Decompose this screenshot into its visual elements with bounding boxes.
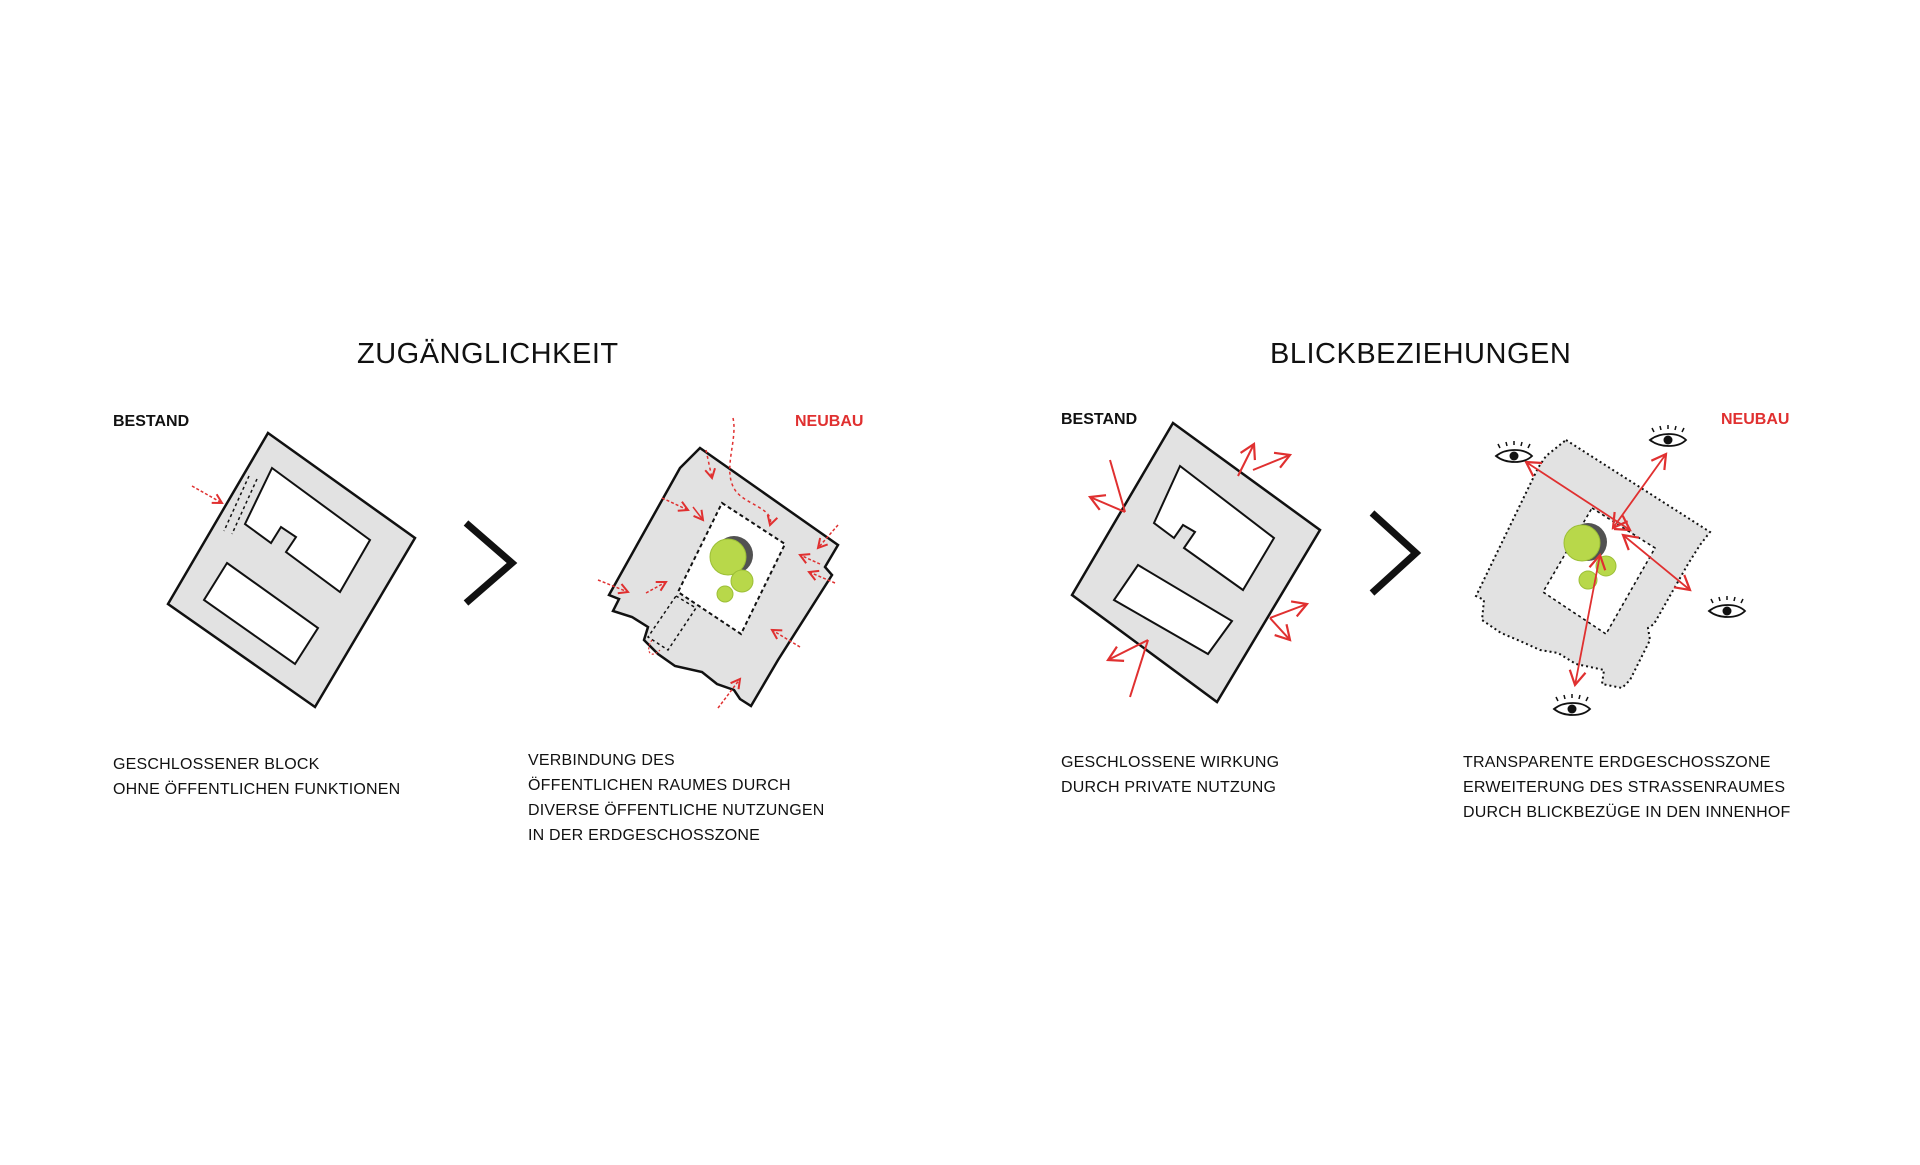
caption-line: ERWEITERUNG DES STRASSENRAUMES <box>1463 779 1786 796</box>
panel1-block <box>168 433 415 707</box>
eye-icon <box>1650 425 1686 446</box>
caption-line: DURCH BLICKBEZÜGE IN DEN INNENHOF <box>1463 804 1791 821</box>
eye-icon <box>1554 694 1590 715</box>
chevron-right-icon <box>1372 513 1416 593</box>
caption-line: TRANSPARENTE ERDGESCHOSSZONE <box>1463 754 1771 771</box>
caption-line: IN DER ERDGESCHOSSZONE <box>528 827 760 844</box>
caption-line: GESCHLOSSENER BLOCK <box>113 756 320 773</box>
panel2-tag: NEUBAU <box>795 413 864 430</box>
eye-icon <box>1709 596 1745 617</box>
caption-line: GESCHLOSSENE WIRKUNG <box>1061 754 1280 771</box>
chevron-right-icon <box>466 523 512 603</box>
panel1-tag: BESTAND <box>113 413 190 430</box>
panel4-block <box>1476 440 1710 688</box>
panel2-block <box>598 418 838 708</box>
panel3-block <box>1072 423 1320 702</box>
caption-line: DURCH PRIVATE NUTZUNG <box>1061 779 1277 796</box>
caption-line: OHNE ÖFFENTLICHEN FUNKTIONEN <box>113 781 401 798</box>
section-title-zugaenglichkeit: ZUGÄNGLICHKEIT <box>357 338 619 370</box>
caption-line: DIVERSE ÖFFENTLICHE NUTZUNGEN <box>528 802 825 819</box>
caption-line: VERBINDUNG DES <box>528 752 675 769</box>
panel4-tag: NEUBAU <box>1721 411 1790 428</box>
caption-line: ÖFFENTLICHEN RAUMES DURCH <box>528 777 791 794</box>
section-title-blickbeziehungen: BLICKBEZIEHUNGEN <box>1270 338 1572 370</box>
eye-icon <box>1496 441 1532 462</box>
panel3-tag: BESTAND <box>1061 411 1138 428</box>
